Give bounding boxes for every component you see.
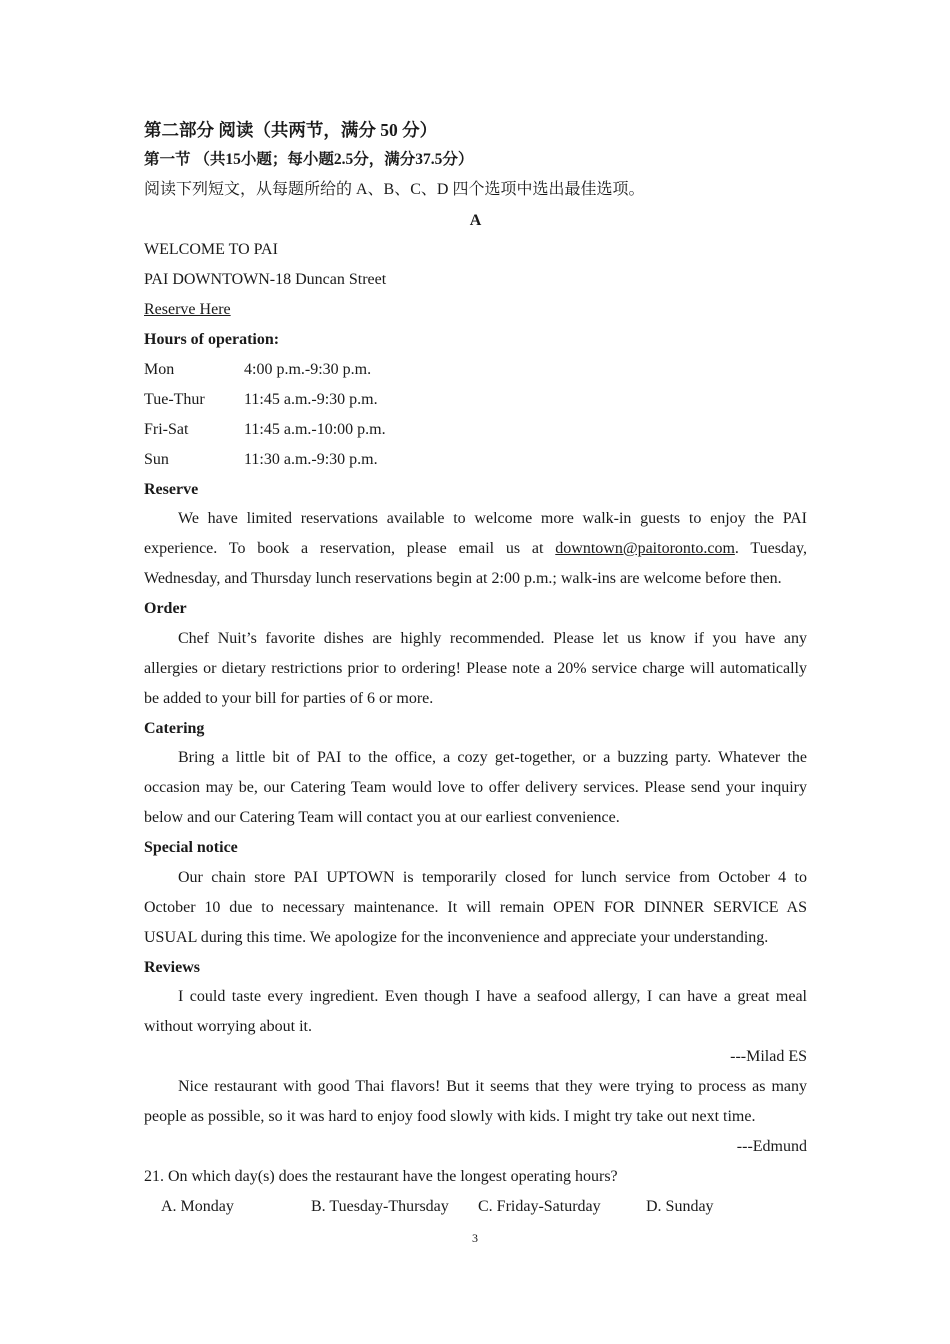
reserve-link[interactable]: Reserve Here [144, 301, 231, 318]
reserve-heading: Reserve [144, 481, 199, 498]
hours-row [144, 360, 807, 380]
notice-text-line: USUAL during this time. We apologize for the inconvenience and appreciate your understanding. [144, 929, 769, 946]
reserve-text-pre: experience. To book a reservation, please email us at [144, 540, 544, 557]
notice-text-line: October 10 due to necessary maintenance. It will remain OPEN FOR DINNER SERVICE AS [144, 899, 807, 916]
hours-time: 11:45 a.m.-10:00 p.m. [244, 421, 386, 438]
review-text-line: I could taste every ingredient. Even though I have a seafood allergy, I can have a great meal [178, 988, 807, 1005]
answer-option-d: D. Sunday [646, 1198, 714, 1215]
notice-text-line: Our chain store PAI UPTOWN is temporarily closed for lunch service from October 4 to [178, 869, 807, 886]
hours-day: Mon [144, 361, 175, 378]
address-line: PAI DOWNTOWN-18 Duncan Street [144, 271, 387, 288]
order-text-line: Chef Nuit’s favorite dishes are highly recommended. Please let us know if you have any [178, 630, 807, 647]
review-text-line: without worrying about it. [144, 1018, 312, 1035]
order-text-line: allergies or dietary restrictions prior to ordering! Please note a 20% service charge will automatically [144, 660, 807, 677]
catering-text-line: below and our Catering Team will contact you at our earliest convenience. [144, 809, 620, 826]
order-heading: Order [144, 600, 187, 617]
hours-time: 11:30 a.m.-9:30 p.m. [244, 451, 378, 468]
reserve-text-line [144, 539, 807, 559]
catering-text-line: occasion may be, our Catering Team would love to offer delivery services. Please send your inquiry [144, 779, 807, 796]
hours-day: Sun [144, 451, 169, 468]
answer-option-c: C. Friday-Saturday [478, 1198, 601, 1215]
order-text-line: be added to your bill for parties of 6 or more. [144, 690, 434, 707]
page-number: 3 [472, 1231, 478, 1245]
notice-heading: Special notice [144, 839, 238, 856]
hours-day: Fri-Sat [144, 421, 189, 438]
hours-row [144, 390, 807, 410]
hours-heading: Hours of operation: [144, 331, 280, 348]
catering-text-line: Bring a little bit of PAI to the office, a cozy get-together, or a buzzing party. Whatever the [178, 749, 807, 766]
part-title: 第二部分 阅读（共两节，满分 50 分） [144, 120, 438, 140]
review-text-line: people as possible, so it was hard to enjoy food slowly with kids. I might try take out next time. [144, 1108, 756, 1125]
hours-time: 4:00 p.m.-9:30 p.m. [244, 361, 372, 378]
catering-heading: Catering [144, 720, 205, 737]
review-author: ---Edmund [736, 1138, 807, 1155]
email-link[interactable]: downtown@paitoronto.com [555, 540, 735, 557]
passage-label: A [469, 212, 482, 229]
hours-time: 11:45 a.m.-9:30 p.m. [244, 391, 378, 408]
reserve-text-post: . Tuesday, [734, 540, 807, 557]
question-stem: 21. On which day(s) does the restaurant have the longest operating hours? [144, 1168, 618, 1185]
answer-option-b: B. Tuesday-Thursday [311, 1198, 449, 1215]
review-author: ---Milad ES [730, 1048, 807, 1065]
reviews-heading: Reviews [144, 959, 200, 976]
instruction: 阅读下列短文，从每题所给的 A、B、C、D 四个选项中选出最佳选项。 [144, 181, 645, 198]
section-title: 第一节 （共15小题；每小题2.5分，满分37.5分） [144, 151, 474, 168]
review-text-line: Nice restaurant with good Thai flavors! But it seems that they were trying to process as many [178, 1078, 807, 1095]
welcome-line: WELCOME TO PAI [144, 241, 278, 258]
hours-day: Tue-Thur [144, 391, 205, 408]
reserve-text-line: Wednesday, and Thursday lunch reservations begin at 2:00 p.m.; walk-ins are welcome before then. [144, 570, 782, 587]
hours-row [144, 450, 807, 470]
answer-option-a: A. Monday [161, 1198, 234, 1215]
hours-row [144, 420, 807, 440]
reserve-text-line: We have limited reservations available to welcome more walk-in guests to enjoy the PAI [178, 510, 807, 527]
